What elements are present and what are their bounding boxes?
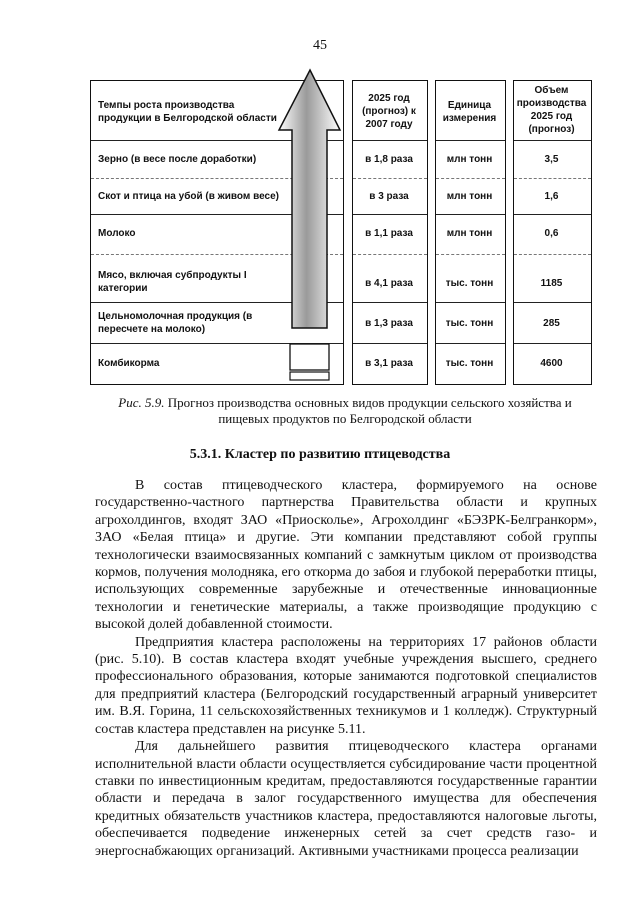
figure-forecast-table	[0, 0, 640, 400]
row-volume: 0,6	[544, 227, 559, 239]
row-volume: 1,6	[544, 190, 559, 202]
header-indicator: Темпы роста производства продукции в Белгородской области	[98, 100, 277, 124]
row-volume: 4600	[540, 357, 563, 369]
row-name: Цельномолочная продукция (в пересчете на молоко)	[98, 311, 253, 335]
page-number: 45	[313, 38, 327, 53]
row-growth: в 3 раза	[369, 190, 409, 202]
section-title: 5.3.1. Кластер по развитию птицеводства	[189, 447, 451, 462]
row-name: Молоко	[98, 227, 136, 239]
body-text	[95, 477, 597, 860]
paragraph: Для дальнейшего развития птицеводческого кластера органами исполнительной власти области осуществляется субсидирование части процентной ставки по инвестиционным кредитам, предоставляются государственные гарантии области и передача в залог государственного имущества для обеспечения кредитных обязательств участников кластера, предоставляются налоговые льготы, обеспечивается подведение инженерных сетей за счет средств газо- и энергоснабжающих организаций. Активными участниками процесса реализации	[95, 739, 597, 859]
caption-label: Рис. 5.9.	[118, 395, 165, 410]
figure-caption	[95, 395, 595, 427]
row-name: Зерно (в весе после доработки)	[98, 153, 257, 165]
row-volume: 3,5	[544, 153, 559, 165]
row-growth: в 4,1 раза	[365, 277, 413, 289]
row-unit: млн тонн	[446, 190, 493, 202]
row-unit: млн тонн	[446, 153, 493, 165]
row-unit: тыс. тонн	[445, 277, 494, 289]
row-name: Скот и птица на убой (в живом весе)	[98, 190, 279, 202]
paragraph: В состав птицеводческого кластера, формируемого на основе государственно-частного партнерства Правительства области и крупных агрохолдингов, входят ЗАО «Приосколье», Агрохолдинг «БЭЗРК-Белгранкорм», ЗАО «Белая птица» и другие. Эти компании представляют собой группы технологически взаимосвязанных компаний с замкнутым циклом от производства кормов, получения молодняка, его откорма до забоя и глубокой переработки птицы, использующих современные зарубежные и отечественные инновационные технологии и генетические материалы, а также производящие продукцию с высокой долей добавленной стоимости.	[95, 478, 597, 633]
row-unit: тыс. тонн	[445, 317, 494, 329]
row-growth: в 1,1 раза	[365, 227, 413, 239]
row-growth: в 1,8 раза	[365, 153, 413, 165]
row-volume: 1185	[540, 277, 563, 289]
row-unit: тыс. тонн	[445, 357, 494, 369]
caption-text: Прогноз производства основных видов продукции сельского хозяйства и пищевых продуктов по Белгородской области	[167, 395, 572, 426]
row-growth: в 3,1 раза	[365, 357, 413, 369]
row-volume: 285	[543, 317, 560, 329]
row-name: Мясо, включая субпродукты I категории	[98, 270, 247, 294]
paragraph: Предприятия кластера расположены на территориях 17 районов области (рис. 5.10). В состав кластера входят учебные учреждения высшего, среднего профессионального образования, которые занимаются подготовкой специалистов для предприятий кластера (Белгородский государственный аграрный университет им. В.Я. Горина, 11 сельскохозяйственных техникумов и 1 колледж). Структурный состав кластера представлен на рисунке 5.11.	[95, 634, 597, 737]
row-unit: млн тонн	[446, 227, 493, 239]
row-name: Комбикорма	[98, 357, 160, 369]
header-volume: Объем производства 2025 год (прогноз)	[516, 85, 587, 135]
header-unit: Единица измерения	[442, 100, 497, 124]
row-growth: в 1,3 раза	[365, 317, 413, 329]
header-forecast: 2025 год (прогноз) к 2007 году	[362, 92, 416, 130]
